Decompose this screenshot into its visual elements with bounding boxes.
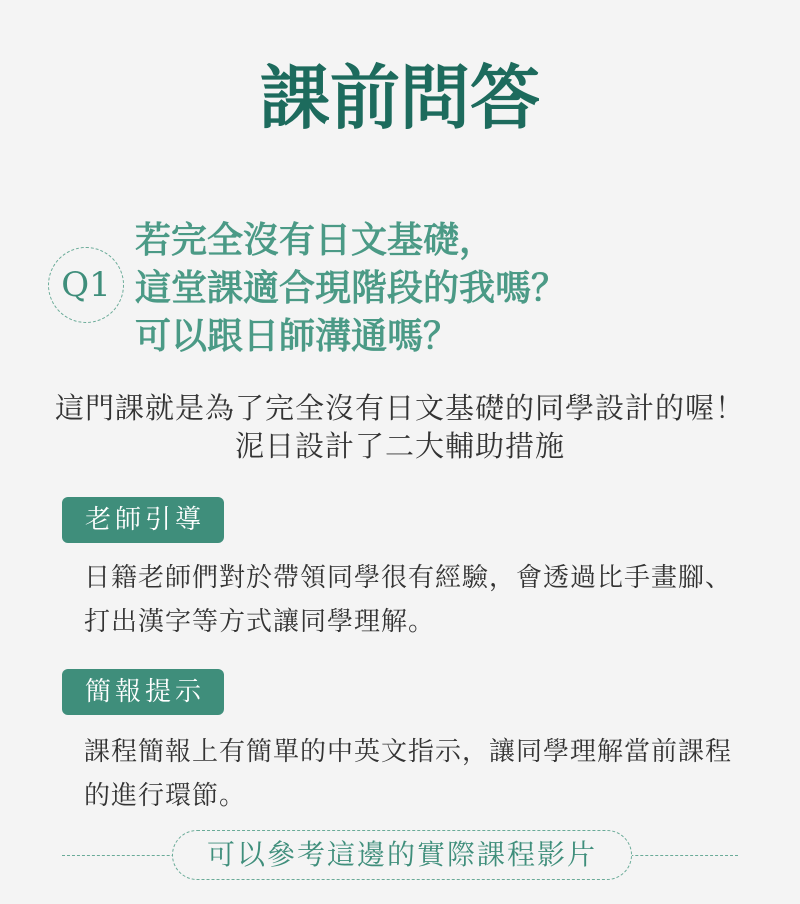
section-line: 日籍老師們對於帶領同學很有經驗，會透過比手畫腳、 — [84, 563, 733, 593]
question-line: 這堂課適合現階段的我嗎？ — [135, 267, 568, 309]
question-line: 可以跟日師溝通嗎？ — [135, 315, 460, 357]
section-body-teacher-guidance — [84, 556, 732, 644]
q1-badge: Q1 — [48, 247, 124, 323]
section-label-slide-hints: 簡報提示 — [62, 669, 224, 715]
section-line: 打出漢字等方式讓同學理解。 — [84, 607, 436, 637]
answer-line: 泥日設計了二大輔助措施 — [234, 429, 565, 463]
answer-intro — [0, 389, 800, 465]
page-title: 課前問答 — [260, 56, 540, 139]
section-line: 的進行環節。 — [84, 781, 247, 811]
section-line: 課程簡報上有簡單的中英文指示，讓同學理解當前課程 — [84, 737, 733, 767]
course-video-link-button[interactable]: 可以參考這邊的實際課程影片 — [172, 830, 632, 880]
section-body-slide-hints — [84, 730, 732, 818]
answer-line: 這門課就是為了完全沒有日文基礎的同學設計的喔！ — [54, 391, 745, 425]
question-line: 若完全沒有日文基礎， — [135, 219, 496, 261]
section-label-teacher-guidance: 老師引導 — [62, 497, 224, 543]
question-text — [135, 216, 567, 360]
